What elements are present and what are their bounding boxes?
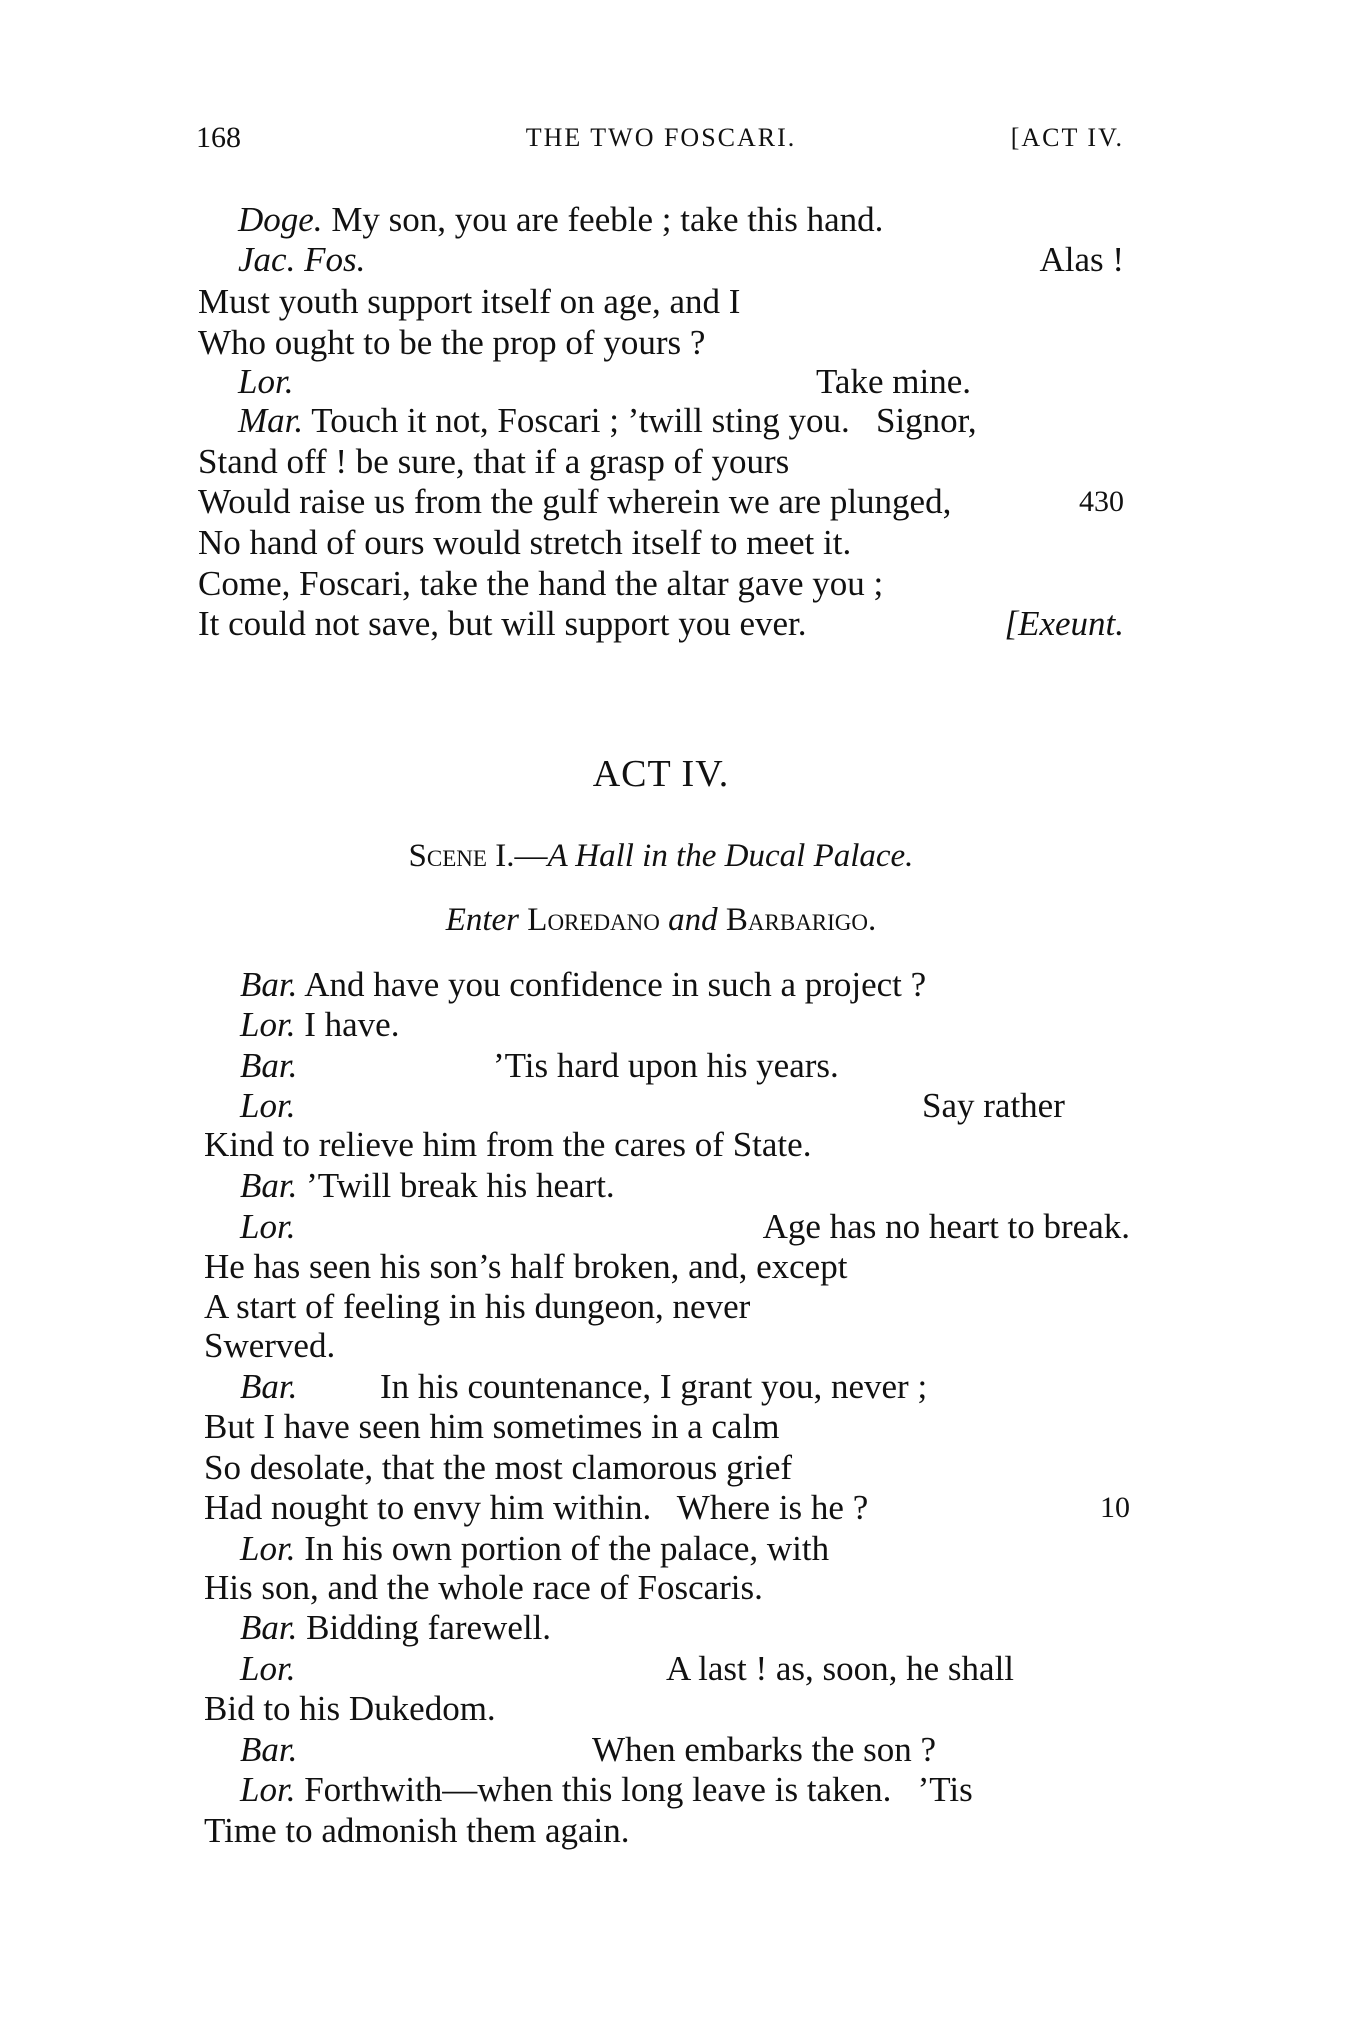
verse-line: Time to admonish them again. xyxy=(204,1811,630,1850)
line-text: Touch it not, Foscari ; ’twill sting you. Signor, xyxy=(311,401,977,440)
speaker: Lor. xyxy=(238,362,294,401)
line-text: Age has no heart to break. xyxy=(762,1207,1130,1246)
speaker: Bar. xyxy=(240,1046,298,1085)
verse-line: Bid to his Dukedom. xyxy=(204,1689,496,1728)
scene-heading xyxy=(198,836,1124,876)
verse-line: Stand off ! be sure, that if a grasp of yours xyxy=(198,442,790,481)
speaker: Lor. xyxy=(240,1649,296,1688)
verse-line xyxy=(240,965,926,1005)
and-word: and xyxy=(668,902,718,938)
line-text: I have. xyxy=(304,1005,400,1044)
verse-line: Must youth support itself on age, and I xyxy=(198,282,741,321)
verse-line: Had nought to envy him within. Where is he ? xyxy=(204,1488,869,1527)
line-text: A last ! as, soon, he shall xyxy=(666,1649,1015,1688)
running-title: THE TWO FOSCARI. xyxy=(525,123,797,152)
verse-line: Kind to relieve him from the cares of State. xyxy=(204,1125,812,1164)
speaker: Lor. xyxy=(240,1529,296,1568)
line-text: Bidding farewell. xyxy=(306,1608,552,1647)
speaker: Doge. xyxy=(238,200,323,239)
verse-line: Would raise us from the gulf wherein we are plunged, xyxy=(198,482,952,521)
verse-line xyxy=(240,1608,551,1648)
verse-line: Who ought to be the prop of yours ? xyxy=(198,323,706,362)
speaker: Bar. xyxy=(240,1730,298,1769)
line-text: Forthwith—when this long leave is taken. ’Tis xyxy=(304,1770,973,1809)
entrance-direction xyxy=(198,900,1124,940)
verse-line xyxy=(238,240,1124,280)
speaker: Lor. xyxy=(240,1086,296,1125)
verse-line: Swerved. xyxy=(204,1326,336,1365)
verse-line xyxy=(240,1770,973,1810)
page-number: 168 xyxy=(196,121,241,154)
speaker: Bar. xyxy=(240,1367,298,1406)
line-number: 430 xyxy=(1079,485,1124,518)
speaker: Bar. xyxy=(240,965,298,1004)
speaker: Lor. xyxy=(240,1770,296,1809)
character-name: Loredano xyxy=(527,902,660,938)
act-heading: ACT IV. xyxy=(592,753,730,795)
speaker: Jac. Fos. xyxy=(238,240,366,279)
verse-line: Come, Foscari, take the hand the altar gave you ; xyxy=(198,564,884,603)
verse-line: So desolate, that the most clamorous grief xyxy=(204,1448,793,1487)
line-text: And have you confidence in such a project ? xyxy=(304,965,927,1004)
line-text: Say rather xyxy=(922,1086,1065,1125)
line-text: In his own portion of the palace, with xyxy=(304,1529,830,1568)
scene-label: Scene I.— xyxy=(408,838,548,874)
verse-line: No hand of ours would stretch itself to meet it. xyxy=(198,523,852,562)
line-text: ’Twill break his heart. xyxy=(306,1166,615,1205)
character-name: Barbarigo. xyxy=(725,902,877,938)
verse-line: A start of feeling in his dungeon, never xyxy=(204,1287,751,1326)
speaker: Bar. xyxy=(240,1608,298,1647)
line-text: In his countenance, I grant you, never ; xyxy=(380,1367,928,1406)
line-text: When embarks the son ? xyxy=(592,1730,937,1769)
line-text: My son, you are feeble ; take this hand. xyxy=(331,200,884,239)
speaker: Mar. xyxy=(238,401,304,440)
verse-line: He has seen his son’s half broken, and, except xyxy=(204,1247,848,1286)
verse-line xyxy=(238,401,1124,441)
speaker: Lor. xyxy=(240,1207,296,1246)
line-text: ’Tis hard upon his years. xyxy=(493,1046,839,1085)
verse-line xyxy=(238,362,293,402)
verse-line xyxy=(238,200,883,240)
verse-line xyxy=(240,1529,829,1569)
verse-line xyxy=(240,1005,399,1045)
line-text: Alas ! xyxy=(1039,240,1124,279)
line-number: 10 xyxy=(1100,1491,1130,1524)
scene-place: A Hall in the Ducal Palace. xyxy=(547,838,914,874)
stage-direction: [Exeunt. xyxy=(1004,604,1124,643)
speaker: Lor. xyxy=(240,1005,296,1044)
speaker: Bar. xyxy=(240,1166,298,1205)
line-text: Take mine. xyxy=(816,362,971,401)
running-section: [ACT IV. xyxy=(1010,123,1124,152)
enter-word: Enter xyxy=(445,902,520,938)
verse-line: But I have seen him sometimes in a calm xyxy=(204,1407,780,1446)
verse-line xyxy=(240,1166,615,1206)
verse-line: It could not save, but will support you ever. xyxy=(198,604,807,643)
verse-line: His son, and the whole race of Foscaris. xyxy=(204,1568,763,1607)
